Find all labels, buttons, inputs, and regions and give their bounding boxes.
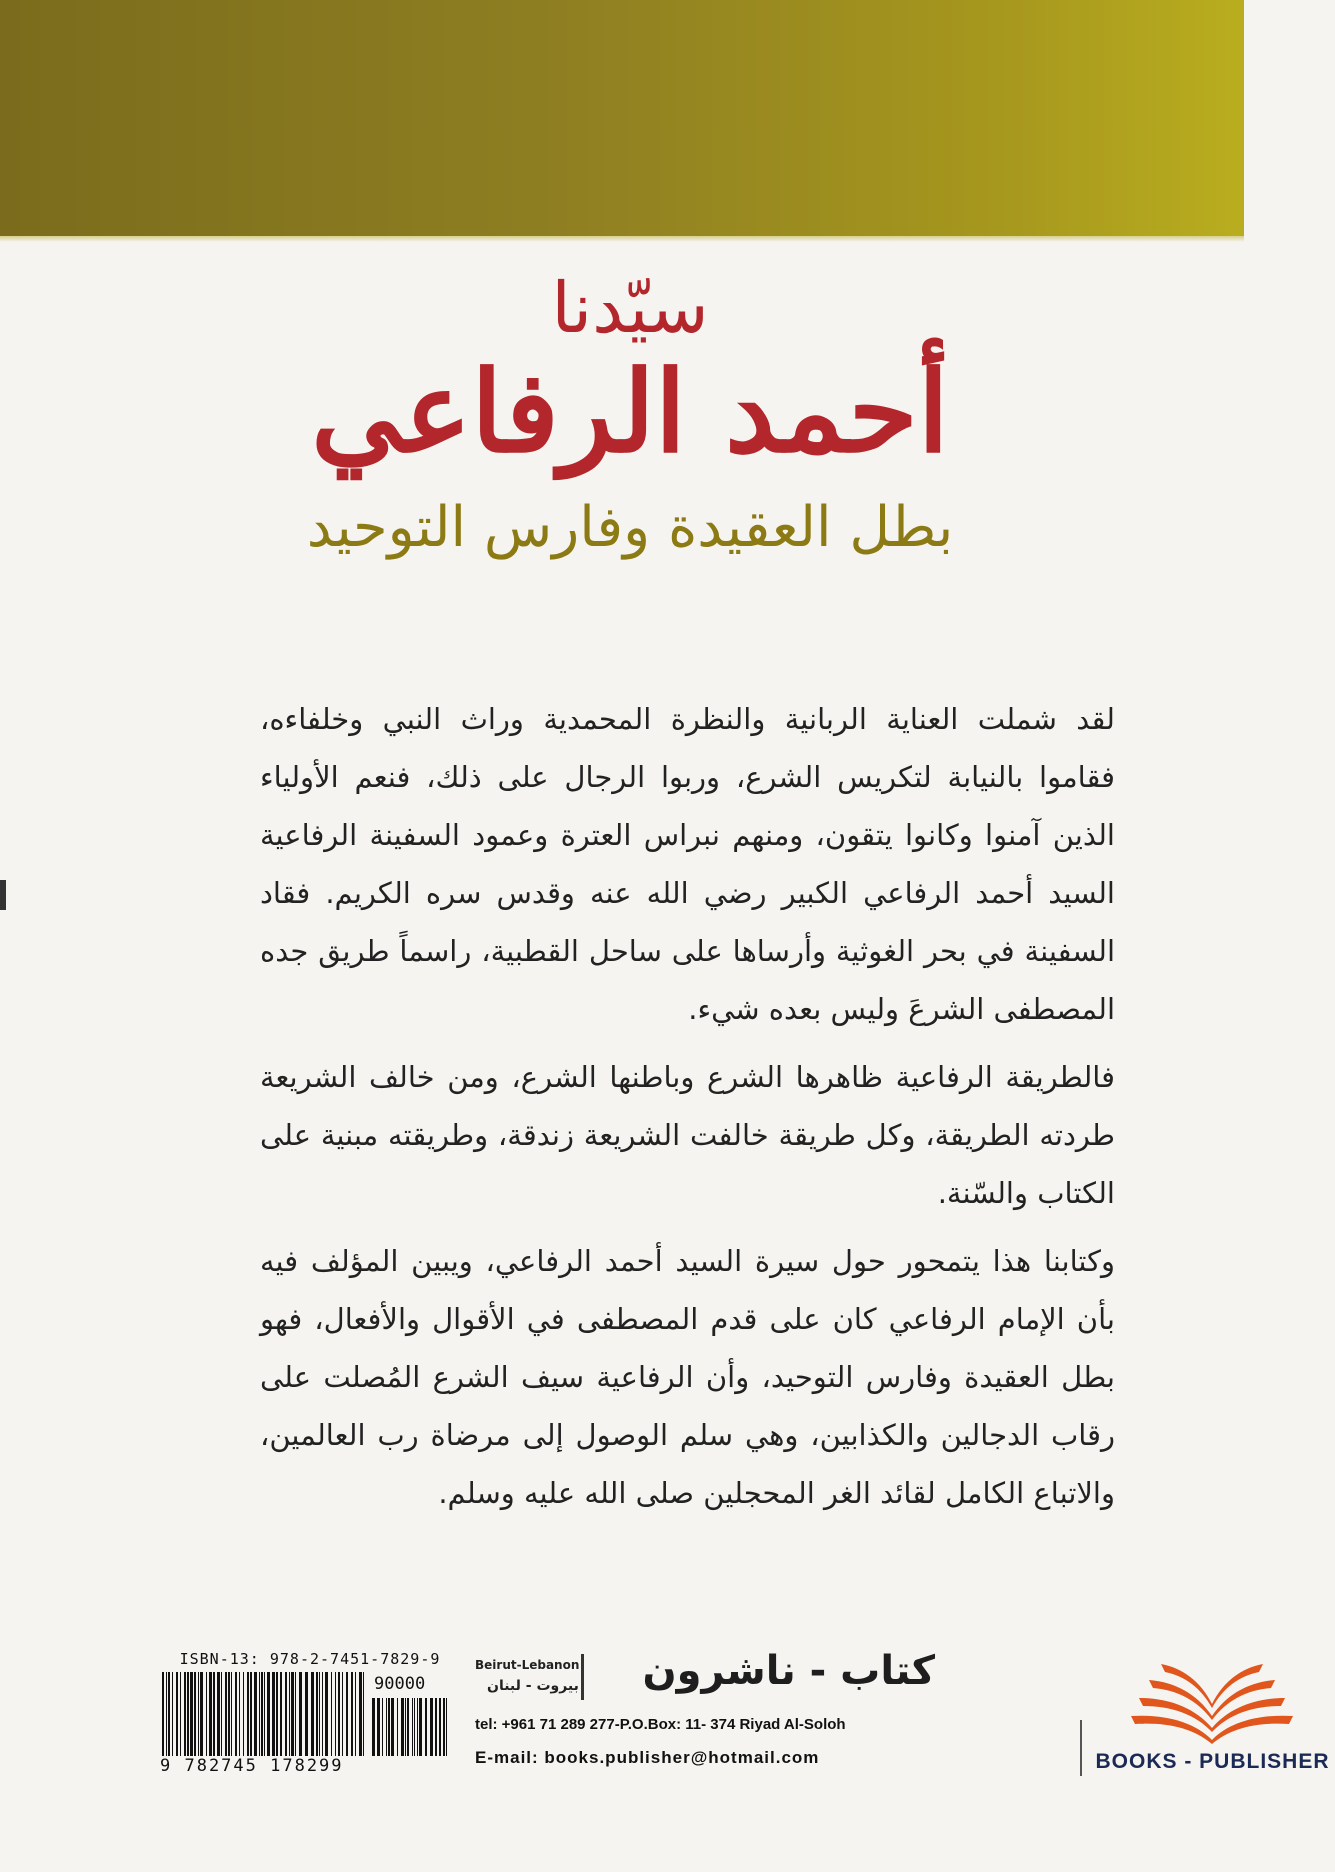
barcode-bar [331, 1672, 332, 1756]
barcode-bar [272, 1672, 275, 1756]
barcode-bar [254, 1672, 257, 1756]
barcode-bar [206, 1672, 207, 1756]
title-block [300, 267, 960, 561]
price-code: 90000 [374, 1674, 426, 1694]
barcode-bar [401, 1698, 404, 1756]
barcode-bar [397, 1698, 398, 1756]
barcode-bar [338, 1672, 340, 1756]
publisher-info [475, 1650, 935, 1780]
barcode-bar [388, 1698, 390, 1756]
blurb-paragraph-3: وكتابنا هذا يتمحور حول سيرة السيد أحمد الرفاعي، ويبين المؤلف فيه بأن الإمام الرفاعي كان على قدم المصطفى في الأقوال والأفعال، فهو بطل العقيدة وفارس التوحيد، وأن الرفاعية سيف الشرع المُصلت على رقاب الدجالين والكذابين، وهي سلم الوصول إلى مرضاة رب العالمين، والاتباع الكامل لقائد الغر المحجلين صلى الله عليه وسلم. [260, 1244, 1115, 1510]
barcode-bar [221, 1672, 222, 1756]
barcode-bar [419, 1698, 422, 1756]
barcode-bar [239, 1672, 240, 1756]
edge-mark [0, 880, 6, 910]
barcode-bar [231, 1672, 232, 1756]
isbn-label: ISBN-13: 978-2-7451-7829-9 [179, 1650, 441, 1668]
barcode-bar [359, 1672, 362, 1756]
barcode-bar [417, 1698, 418, 1756]
barcode-bar [247, 1672, 249, 1756]
publisher-phone: tel: +961 71 289 277-P.O.Box: 11- 374 Riyad Al-Soloh [475, 1716, 846, 1733]
barcode-bar [259, 1672, 260, 1756]
price-barcode-bars [372, 1698, 452, 1756]
barcode-bar [261, 1672, 263, 1756]
barcode-bar [439, 1698, 441, 1756]
barcode-bar [299, 1672, 302, 1756]
blurb-paragraph-1: لقد شملت العناية الربانية والنظرة المحمدية وراث النبي وخلفاءه، فقاموا بالنيابة لتكريس الشرع، وربوا الرجال على ذلك، فنعم الأولياء الذين آمنوا وكانوا يتقون، ومنهم نبراس العترة وعمود السفينة الرفاعية السيد أحمد الرفاعي الكبير رضي الله عنه وقدس سره الكريم. فقاد السفينة في بحر الغوثية وأرساها على ساحل القطبية، راسماً طريق جده المصطفى الشرعَ وليس بعده شيء. [260, 702, 1115, 1026]
barcode-bar [405, 1698, 406, 1756]
barcode-bar [322, 1672, 323, 1756]
barcode-bar [316, 1672, 318, 1756]
blurb-paragraph-2: فالطريقة الرفاعية ظاهرها الشرع وباطنها الشرع، ومن خالف الشريعة طردته الطريقة، وكل طريقة خالفت الشريعة زندقة، وطريقته مبنية على الكتاب والسّنة. [260, 1060, 1115, 1210]
barcode-bar [377, 1698, 380, 1756]
barcode-bar [194, 1672, 196, 1756]
barcode-bar [276, 1672, 278, 1756]
barcode-bar [190, 1672, 193, 1756]
barcode-bar [386, 1698, 387, 1756]
barcode-bar [264, 1672, 265, 1756]
barcode-bar [425, 1698, 427, 1756]
barcode-bar [430, 1698, 433, 1756]
barcode-bar [346, 1672, 348, 1756]
barcode-bar [267, 1672, 270, 1756]
barcode-bar [225, 1672, 227, 1756]
barcode-bar [355, 1672, 356, 1756]
barcode-bar [335, 1672, 336, 1756]
barcode-bar [372, 1698, 375, 1756]
barcode-bar [351, 1672, 353, 1756]
barcode-bar [176, 1672, 178, 1756]
barcode-bar [187, 1672, 189, 1756]
barcode-bar [414, 1698, 415, 1756]
barcode-bar [391, 1698, 394, 1756]
book-subtitle: بطل العقيدة وفارس التوحيد [306, 495, 954, 561]
barcode-bar [243, 1672, 244, 1756]
blurb-text [260, 690, 1115, 1532]
top-color-band [0, 0, 1244, 236]
barcode-bar [213, 1672, 215, 1756]
barcode-bar [250, 1672, 252, 1756]
barcode-bar [228, 1672, 230, 1756]
open-book-icon [1125, 1652, 1300, 1747]
barcode-bar [435, 1698, 437, 1756]
barcode-bar [184, 1672, 186, 1756]
location-english: Beirut-Lebanon [475, 1658, 580, 1672]
barcode-bar [446, 1698, 447, 1756]
barcode-bar [342, 1672, 343, 1756]
publisher-logo [1090, 1650, 1335, 1785]
barcode-bar [407, 1698, 409, 1756]
book-title: أحمد الرفاعي [311, 347, 949, 478]
divider [581, 1654, 584, 1700]
footer [160, 1648, 1330, 1785]
barcode-bar [382, 1698, 383, 1756]
barcode-bar [209, 1672, 212, 1756]
barcode-bar [200, 1672, 203, 1756]
barcode-bar [280, 1672, 282, 1756]
barcode-bars [162, 1672, 367, 1756]
barcode-bar [285, 1672, 287, 1756]
barcode-bar [166, 1672, 167, 1756]
barcode-bar [162, 1672, 164, 1756]
barcode-bar [412, 1698, 413, 1756]
barcode-bar [217, 1672, 220, 1756]
barcode-bar [168, 1672, 170, 1756]
barcode-bar [235, 1672, 237, 1756]
barcode-bar [311, 1672, 314, 1756]
barcode [160, 1650, 460, 1780]
barcode-bar [305, 1672, 308, 1756]
logo-text: BOOKS - PUBLISHER [1095, 1750, 1330, 1773]
barcode-bar [295, 1672, 296, 1756]
barcode-bar [325, 1672, 328, 1756]
barcode-bar [443, 1698, 445, 1756]
barcode-bar [363, 1672, 364, 1756]
divider [1080, 1720, 1082, 1776]
band-edge [0, 236, 1244, 242]
location-arabic: بيروت - لبنان [487, 1678, 579, 1694]
barcode-bar [289, 1672, 290, 1756]
barcode-bar [319, 1672, 320, 1756]
barcode-bar [180, 1672, 181, 1756]
title-prefix: سيّدنا [551, 267, 709, 349]
barcode-bar [291, 1672, 294, 1756]
barcode-bar [198, 1672, 199, 1756]
isbn-digits: 9 782745 178299 [160, 1756, 344, 1776]
publisher-email: E-mail: books.publisher@hotmail.com [475, 1748, 820, 1767]
barcode-bar [172, 1672, 173, 1756]
publisher-name-arabic: كتاب - ناشرون [642, 1648, 935, 1694]
